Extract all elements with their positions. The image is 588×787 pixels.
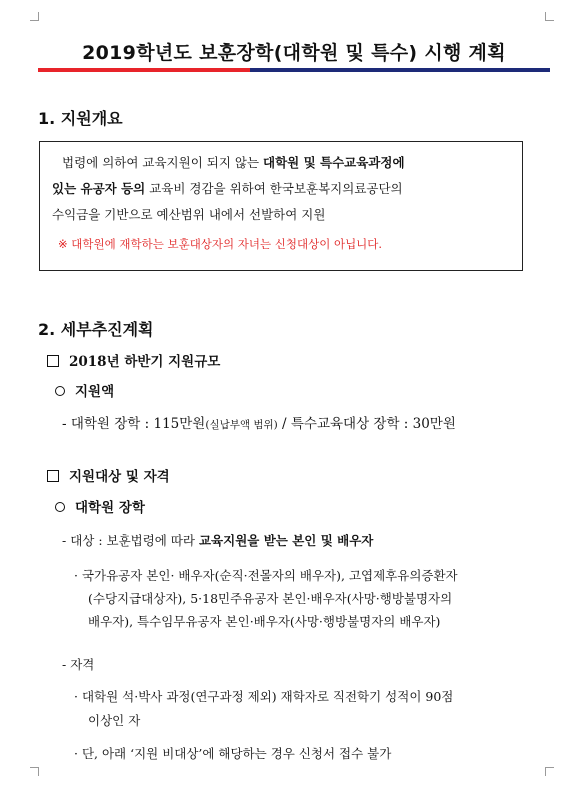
item-eligibility [47,465,170,485]
target-list-line-2: (수당지급대상자), 5·18민주유공자 본인·배우자(사망·행방불명자의 [88,591,453,606]
page-corner-mark [30,12,39,21]
support-amount-detail [62,412,456,432]
title-underline-red [38,68,250,72]
overview-emphasis: 대학원 및 특수교육과정에 [263,155,405,170]
overview-line-1 [62,156,526,170]
overview-note: ※ 대학원에 재학하는 보훈대상자의 자녀는 신청대상이 아닙니다. [58,237,383,251]
overview-line-3: 수익금을 기반으로 예산범위 내에서 선발하여 지원 [52,207,326,222]
qualification-line-3: · 단, 아래 ‘지원 비대상’에 해당하는 경우 신청서 접수 불가 [74,746,392,761]
overview-line-2 [52,182,516,196]
overview-emphasis: 있는 유공자 등의 [52,181,146,196]
target-emphasis: 교육지원을 받는 본인 및 배우자 [198,533,374,548]
checkbox-square-icon [47,355,59,367]
item-title: 지원대상 및 자격 [69,469,170,485]
overview-text: 교육비 경감을 위하여 한국보훈복지의료공단의 [145,181,403,196]
qualification-line-2: 이상인 자 [88,713,141,728]
page-corner-mark [545,12,554,21]
detail-note: (실납부액 범위) [205,419,278,431]
qualification-label: - 자격 [62,657,95,672]
circle-bullet-icon [55,502,65,512]
page-corner-mark [545,767,554,776]
sub-item-title: 지원액 [75,384,115,400]
item-title: 2018년 하반기 지원규모 [69,354,221,370]
title-underline-blue [250,68,550,72]
target-text: - 대상 : 보훈법령에 따라 [62,533,199,548]
section-heading-plan: 2. 세부추진계획 [38,320,154,339]
page-corner-mark [30,767,39,776]
sub-item-title: 대학원 장학 [75,500,145,516]
sub-item-support-amount [55,380,114,400]
target-line [62,531,373,549]
sub-item-graduate-scholarship [55,496,145,516]
target-list-line-3: 배우자), 특수임무유공자 본인·배우자(사망·행방불명자의 배우자) [88,614,441,629]
qualification-line-1: · 대학원 석·박사 과정(연구과정 제외) 재학자로 직전학기 성적이 90점 [74,689,454,704]
document-title: 2019학년도 보훈장학(대학원 및 특수) 시행 계획 [82,42,506,64]
detail-text: - 대학원 장학 : 115만원 [62,416,206,432]
checkbox-square-icon [47,470,59,482]
overview-text: 법령에 의하여 교육지원이 되지 않는 [62,155,263,170]
target-list-line-1: · 국가유공자 본인· 배우자(순직·전몰자의 배우자), 고엽제후유의증환자 [74,568,458,583]
detail-text: / 특수교육대상 장학 : 30만원 [277,416,456,432]
item-support-scale [47,350,220,370]
section-heading-overview: 1. 지원개요 [38,109,123,128]
circle-bullet-icon [55,386,65,396]
